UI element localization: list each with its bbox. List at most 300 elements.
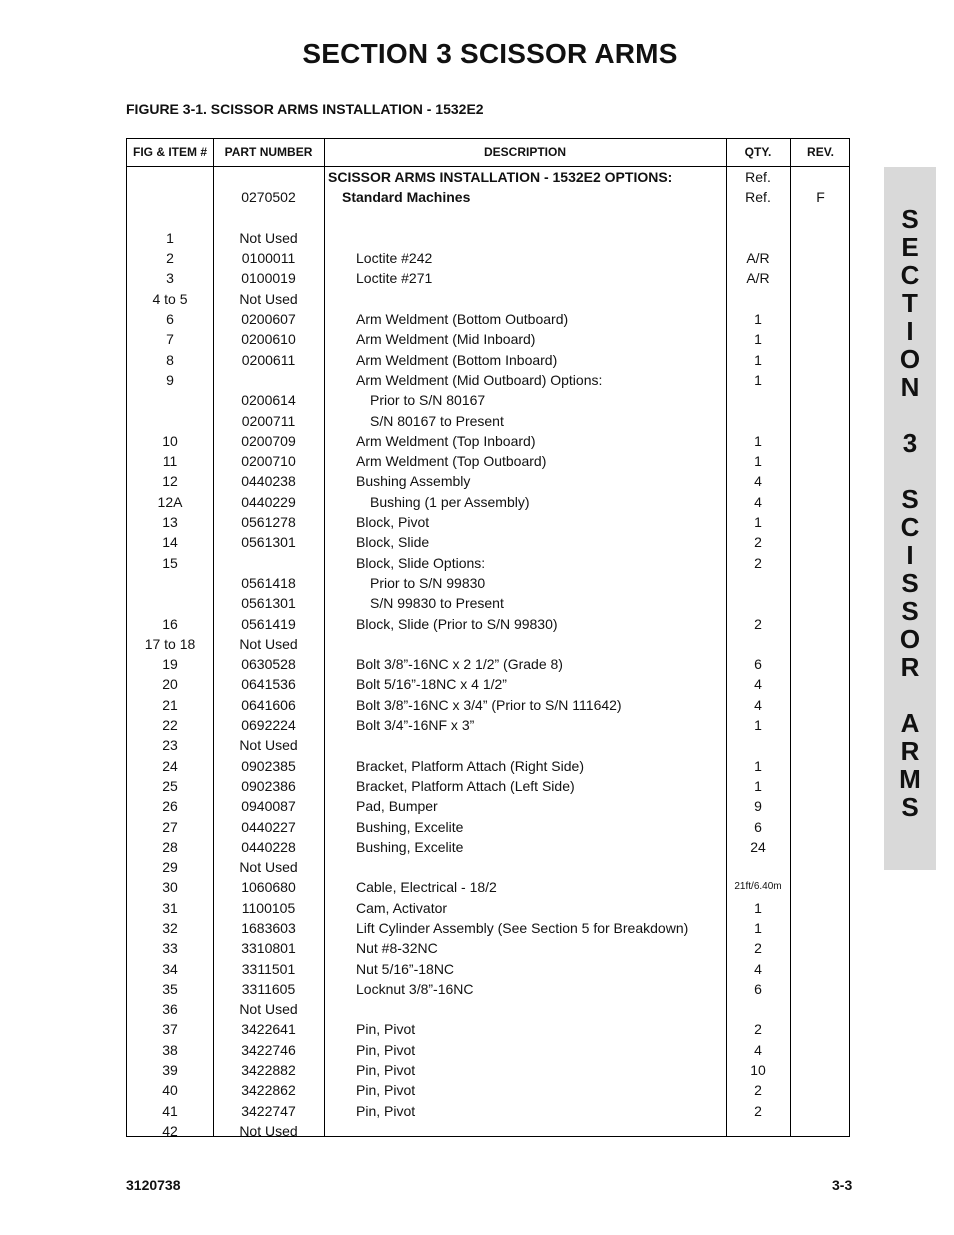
cell-qty: 1 [754,757,762,774]
cell-fig [127,390,213,410]
cell-part: 3310801 [241,940,296,957]
cell-rev [790,167,851,187]
table-row [127,857,849,877]
cell-desc: Arm Weldment (Mid Inboard) [356,331,536,348]
cell-part: 0200607 [241,311,296,328]
cell-desc: Pin, Pivot [356,1082,416,1099]
cell-desc: Bracket, Platform Attach (Right Side) [356,757,584,774]
cell-desc: Block, Slide Options: [356,554,486,571]
table-row [127,593,849,613]
cell-fig: 27 [162,818,178,835]
table-row [127,938,849,958]
table-row [127,208,849,228]
cell-desc: Bolt 3/4”-16NF x 3” [356,717,475,734]
cell-qty [726,289,790,309]
table-row [127,1060,849,1080]
cell-fig [127,411,213,431]
cell-fig: 3 [166,270,174,287]
cell-part: 0440229 [241,493,296,510]
cell-rev [790,532,851,552]
cell-desc: S/N 99830 to Present [370,595,504,612]
cell-desc: Cam, Activator [356,899,448,916]
cell-desc: Pin, Pivot [356,1102,416,1119]
cell-rev [790,553,851,573]
table-row [127,695,849,715]
cell-rev [790,228,851,248]
cell-part [213,370,324,390]
cell-qty: 21ft/6.40m [734,881,782,893]
side-tab-letter: O [899,624,921,654]
cell-rev [790,1080,851,1100]
cell-qty [726,228,790,248]
table-row [127,350,849,370]
cell-qty: 4 [754,493,762,510]
cell-fig: 40 [162,1082,178,1099]
cell-fig: 15 [162,554,178,571]
cell-qty: 2 [754,534,762,551]
cell-qty: 1 [754,717,762,734]
table-row [127,654,849,674]
side-tab-letter: R [900,652,920,682]
cell-part: 0440238 [241,473,296,490]
cell-desc: Bolt 5/16”-18NC x 4 1/2” [356,676,507,693]
cell-qty: 4 [754,696,762,713]
cell-desc: Locknut 3/8”-16NC [356,980,474,997]
cell-fig: 11 [162,453,178,470]
cell-qty: 4 [754,960,762,977]
table-row [127,573,849,593]
cell-fig: 13 [162,514,178,531]
cell-rev [790,370,851,390]
cell-desc [324,289,758,309]
cell-qty: 6 [754,656,762,673]
cell-desc: Pin, Pivot [356,1021,416,1038]
side-tab-letter: I [906,540,914,570]
cell-rev [790,593,851,613]
side-tab-letter: M [899,764,921,794]
cell-desc: Arm Weldment (Mid Outboard) Options: [356,371,603,388]
table-row [127,959,849,979]
cell-desc: Prior to S/N 80167 [370,392,486,409]
cell-qty [726,735,790,755]
cell-part: Not Used [239,737,298,754]
cell-fig: 16 [162,615,178,632]
cell-desc: Arm Weldment (Top Inboard) [356,432,536,449]
cell-rev [790,695,851,715]
cell-rev [790,614,851,634]
side-tab-letter: C [900,260,920,290]
table-row [127,187,849,207]
cell-qty [726,593,790,613]
side-tab-letter: 3 [902,428,918,458]
cell-rev [790,329,851,349]
cell-part: 0641606 [241,696,296,713]
section-side-tab [884,167,936,870]
cell-fig: 30 [162,879,178,896]
table-row [127,309,849,329]
table-row [127,1101,849,1121]
cell-qty: 1 [754,453,762,470]
cell-part: 3422746 [241,1041,296,1058]
cell-desc: Bushing Assembly [356,473,471,490]
cell-rev [790,959,851,979]
cell-qty [726,573,790,593]
cell-part: 3311605 [241,980,296,997]
table-row [127,918,849,938]
cell-part: 0561278 [241,514,296,531]
cell-rev [790,248,851,268]
cell-fig [127,187,213,207]
table-row [127,512,849,532]
cell-rev [790,431,851,451]
cell-rev: F [816,189,825,206]
side-tab-letter: S [901,792,919,822]
cell-fig: 2 [166,250,174,267]
cell-desc: Arm Weldment (Top Outboard) [356,453,547,470]
table-row [127,248,849,268]
cell-fig: 36 [162,1001,178,1018]
cell-fig: 6 [166,311,174,328]
table-row [127,817,849,837]
cell-part: 0200710 [241,453,296,470]
cell-fig: 34 [162,960,178,977]
footer-page-number: 3-3 [832,1177,853,1193]
cell-fig: 1 [166,229,174,246]
cell-fig: 19 [162,656,178,673]
cell-part: 3422862 [241,1082,296,1099]
cell-qty: 2 [754,1102,762,1119]
cell-desc: Arm Weldment (Bottom Inboard) [356,351,558,368]
table-row [127,431,849,451]
cell-part: 0561419 [241,615,296,632]
cell-rev [790,979,851,999]
table-row [127,370,849,390]
cell-rev [790,471,851,491]
cell-qty: Ref. [745,189,771,206]
cell-rev [790,1121,851,1141]
cell-rev [790,573,851,593]
table-row [127,553,849,573]
cell-fig [127,593,213,613]
cell-desc: Standard Machines [342,189,471,206]
cell-desc [324,735,758,755]
side-tab-letter: R [900,736,920,766]
cell-fig: 4 to 5 [152,290,188,307]
cell-rev [790,634,851,654]
table-row [127,167,849,187]
cell-fig [127,208,213,228]
cell-fig: 29 [162,859,178,876]
table-row [127,268,849,288]
cell-fig: 35 [162,980,178,997]
cell-fig: 37 [162,1021,178,1038]
section-title: SECTION 3 SCISSOR ARMS [302,38,678,69]
cell-fig: 9 [166,371,174,388]
cell-rev [790,715,851,735]
cell-qty: 24 [750,838,766,855]
table-row [127,1080,849,1100]
cell-part: 0200711 [241,412,296,429]
cell-qty [726,857,790,877]
cell-rev [790,289,851,309]
cell-rev [790,1060,851,1080]
cell-desc: SCISSOR ARMS INSTALLATION - 1532E2 OPTIONS: [328,169,673,185]
cell-part: 3422747 [241,1102,296,1119]
cell-fig: 17 to 18 [144,635,196,652]
cell-qty [726,390,790,410]
cell-qty: 2 [754,615,762,632]
cell-part: 3422882 [241,1062,296,1079]
cell-rev [790,999,851,1019]
cell-part: 0902386 [241,777,296,794]
cell-desc: Pad, Bumper [356,798,438,815]
cell-part: Not Used [239,1001,298,1018]
cell-part [213,208,324,228]
cell-fig: 38 [162,1041,178,1058]
cell-desc: Bushing, Excelite [356,818,464,835]
side-tab-letter: I [906,316,914,346]
cell-fig [127,167,213,187]
cell-part: 0692224 [241,717,296,734]
cell-desc: Prior to S/N 99830 [370,574,486,591]
cell-rev [790,817,851,837]
side-tab-letter: T [902,288,918,318]
cell-part: Not Used [239,229,298,246]
table-row [127,877,849,897]
cell-desc: Arm Weldment (Bottom Outboard) [356,311,569,328]
cell-desc: Bushing (1 per Assembly) [370,493,530,510]
cell-qty: 2 [754,940,762,957]
header-part-number: PART NUMBER [224,145,313,159]
cell-qty: 2 [754,554,762,571]
cell-desc: Pin, Pivot [356,1041,416,1058]
cell-fig: 24 [162,757,178,774]
cell-qty: 6 [754,980,762,997]
figure-title: FIGURE 3-1. SCISSOR ARMS INSTALLATION - 1532E2 [126,101,484,117]
table-row [127,411,849,431]
cell-fig [127,573,213,593]
cell-rev [790,208,851,228]
cell-desc: Lift Cylinder Assembly (See Section 5 for Breakdown) [356,919,689,936]
cell-rev [790,877,851,897]
cell-qty: 1 [754,351,762,368]
cell-qty: 1 [754,899,762,916]
cell-part: 3311501 [241,960,296,977]
table-row [127,532,849,552]
cell-part: 1100105 [241,899,296,916]
cell-part: 0940087 [241,798,296,815]
cell-desc [324,999,758,1019]
parts-table [126,138,850,1137]
cell-desc: Block, Slide [356,534,430,551]
cell-desc [324,634,758,654]
cell-fig: 42 [162,1122,178,1139]
cell-fig: 28 [162,838,178,855]
cell-desc: Cable, Electrical - 18/2 [356,879,497,896]
cell-rev [790,1040,851,1060]
table-row [127,674,849,694]
cell-desc: Bolt 3/8”-16NC x 3/4” (Prior to S/N 111642) [356,696,622,713]
table-row [127,329,849,349]
cell-qty: 10 [750,1062,766,1079]
cell-fig: 20 [162,676,178,693]
cell-desc: Bracket, Platform Attach (Left Side) [356,777,575,794]
table-row [127,634,849,654]
cell-part: 0100011 [241,250,296,267]
header-fig-item: FIG & ITEM # [132,145,207,159]
cell-fig: 14 [162,534,178,551]
side-tab-letter: O [899,344,921,374]
table-row [127,898,849,918]
cell-desc: Loctite #271 [356,270,433,287]
cell-part: Not Used [239,290,298,307]
cell-qty [726,411,790,431]
cell-fig: 12A [157,493,183,510]
cell-fig: 31 [162,899,178,916]
cell-rev [790,451,851,471]
cell-part: 1060680 [241,879,296,896]
cell-rev [790,796,851,816]
cell-fig: 23 [162,737,178,754]
cell-desc [324,857,758,877]
cell-fig: 26 [162,798,178,815]
header-qty: QTY. [744,145,772,159]
cell-part: 0440227 [241,818,296,835]
cell-qty [726,1121,790,1141]
cell-fig: 41 [162,1102,178,1119]
cell-rev [790,857,851,877]
footer-doc-number: 3120738 [126,1177,181,1193]
cell-qty: 1 [754,432,762,449]
cell-qty: 1 [754,514,762,531]
table-row [127,471,849,491]
cell-part: 0561418 [241,574,296,591]
table-row [127,228,849,248]
cell-qty: 4 [754,676,762,693]
cell-desc: S/N 80167 to Present [370,412,504,429]
table-row [127,756,849,776]
table-row [127,735,849,755]
cell-qty: 2 [754,1082,762,1099]
cell-fig: 39 [162,1062,178,1079]
cell-qty: 1 [754,919,762,936]
cell-rev [790,776,851,796]
cell-qty [726,634,790,654]
cell-rev [790,898,851,918]
cell-rev [790,268,851,288]
cell-qty: 4 [754,473,762,490]
table-row [127,1019,849,1039]
cell-part: 0630528 [241,656,296,673]
cell-fig: 8 [166,351,174,368]
cell-fig: 32 [162,919,178,936]
cell-qty [726,999,790,1019]
cell-rev [790,1019,851,1039]
cell-qty: 1 [754,311,762,328]
cell-fig: 21 [162,696,178,713]
cell-part [213,553,324,573]
cell-qty: 9 [754,798,762,815]
cell-desc: Bolt 3/8”-16NC x 2 1/2” (Grade 8) [356,656,563,673]
cell-desc: Block, Pivot [356,514,430,531]
cell-part: 0561301 [241,595,296,612]
cell-desc: Nut #8-32NC [356,940,438,957]
cell-part: 0200610 [241,331,296,348]
cell-fig: 33 [162,940,178,957]
cell-rev [790,837,851,857]
cell-part: 0100019 [241,270,296,287]
cell-desc: Loctite #242 [356,250,433,267]
table-row [127,715,849,735]
table-body [127,167,849,1141]
cell-qty: 1 [754,331,762,348]
cell-desc [324,228,758,248]
table-row [127,614,849,634]
cell-part: Not Used [239,635,298,652]
cell-part: 0200709 [241,432,296,449]
side-tab-letter: S [901,596,919,626]
table-row [127,796,849,816]
cell-qty: A/R [746,270,770,287]
header-description: DESCRIPTION [483,145,566,159]
cell-rev [790,1101,851,1121]
cell-desc [324,208,758,228]
cell-desc: Pin, Pivot [356,1062,416,1079]
side-tab-letter: S [901,568,919,598]
cell-part: 0902385 [241,757,296,774]
cell-desc: Block, Slide (Prior to S/N 99830) [356,615,558,632]
cell-rev [790,918,851,938]
cell-part: 0440228 [241,838,296,855]
cell-part: 0641536 [241,676,296,693]
cell-rev [790,938,851,958]
table-row [127,390,849,410]
side-tab-letter: S [901,204,919,234]
cell-rev [790,492,851,512]
header-rev: REV. [807,145,834,159]
cell-part: 0200611 [241,351,296,368]
cell-part [213,167,324,187]
cell-qty [726,208,790,228]
cell-fig: 10 [162,432,178,449]
cell-part: 0270502 [241,189,296,206]
side-tab-letter: N [900,372,920,402]
cell-desc [324,1121,758,1141]
cell-rev [790,756,851,776]
table-row [127,492,849,512]
cell-part: Not Used [239,1122,298,1139]
cell-rev [790,350,851,370]
side-tab-letter: A [900,708,920,738]
cell-desc: Nut 5/16”-18NC [356,960,455,977]
table-row [127,1121,849,1141]
side-tab-letter: E [901,232,919,262]
cell-qty: 1 [754,371,762,388]
cell-desc: Bushing, Excelite [356,838,464,855]
cell-part: 0561301 [241,534,296,551]
cell-rev [790,654,851,674]
cell-fig: 22 [162,717,178,734]
cell-qty: 6 [754,818,762,835]
cell-qty: 4 [754,1041,762,1058]
side-tab-letter: C [900,512,920,542]
cell-part: 0200614 [241,392,296,409]
cell-rev [790,735,851,755]
cell-rev [790,512,851,532]
table-row [127,837,849,857]
table-row [127,1040,849,1060]
cell-qty: 2 [754,1021,762,1038]
